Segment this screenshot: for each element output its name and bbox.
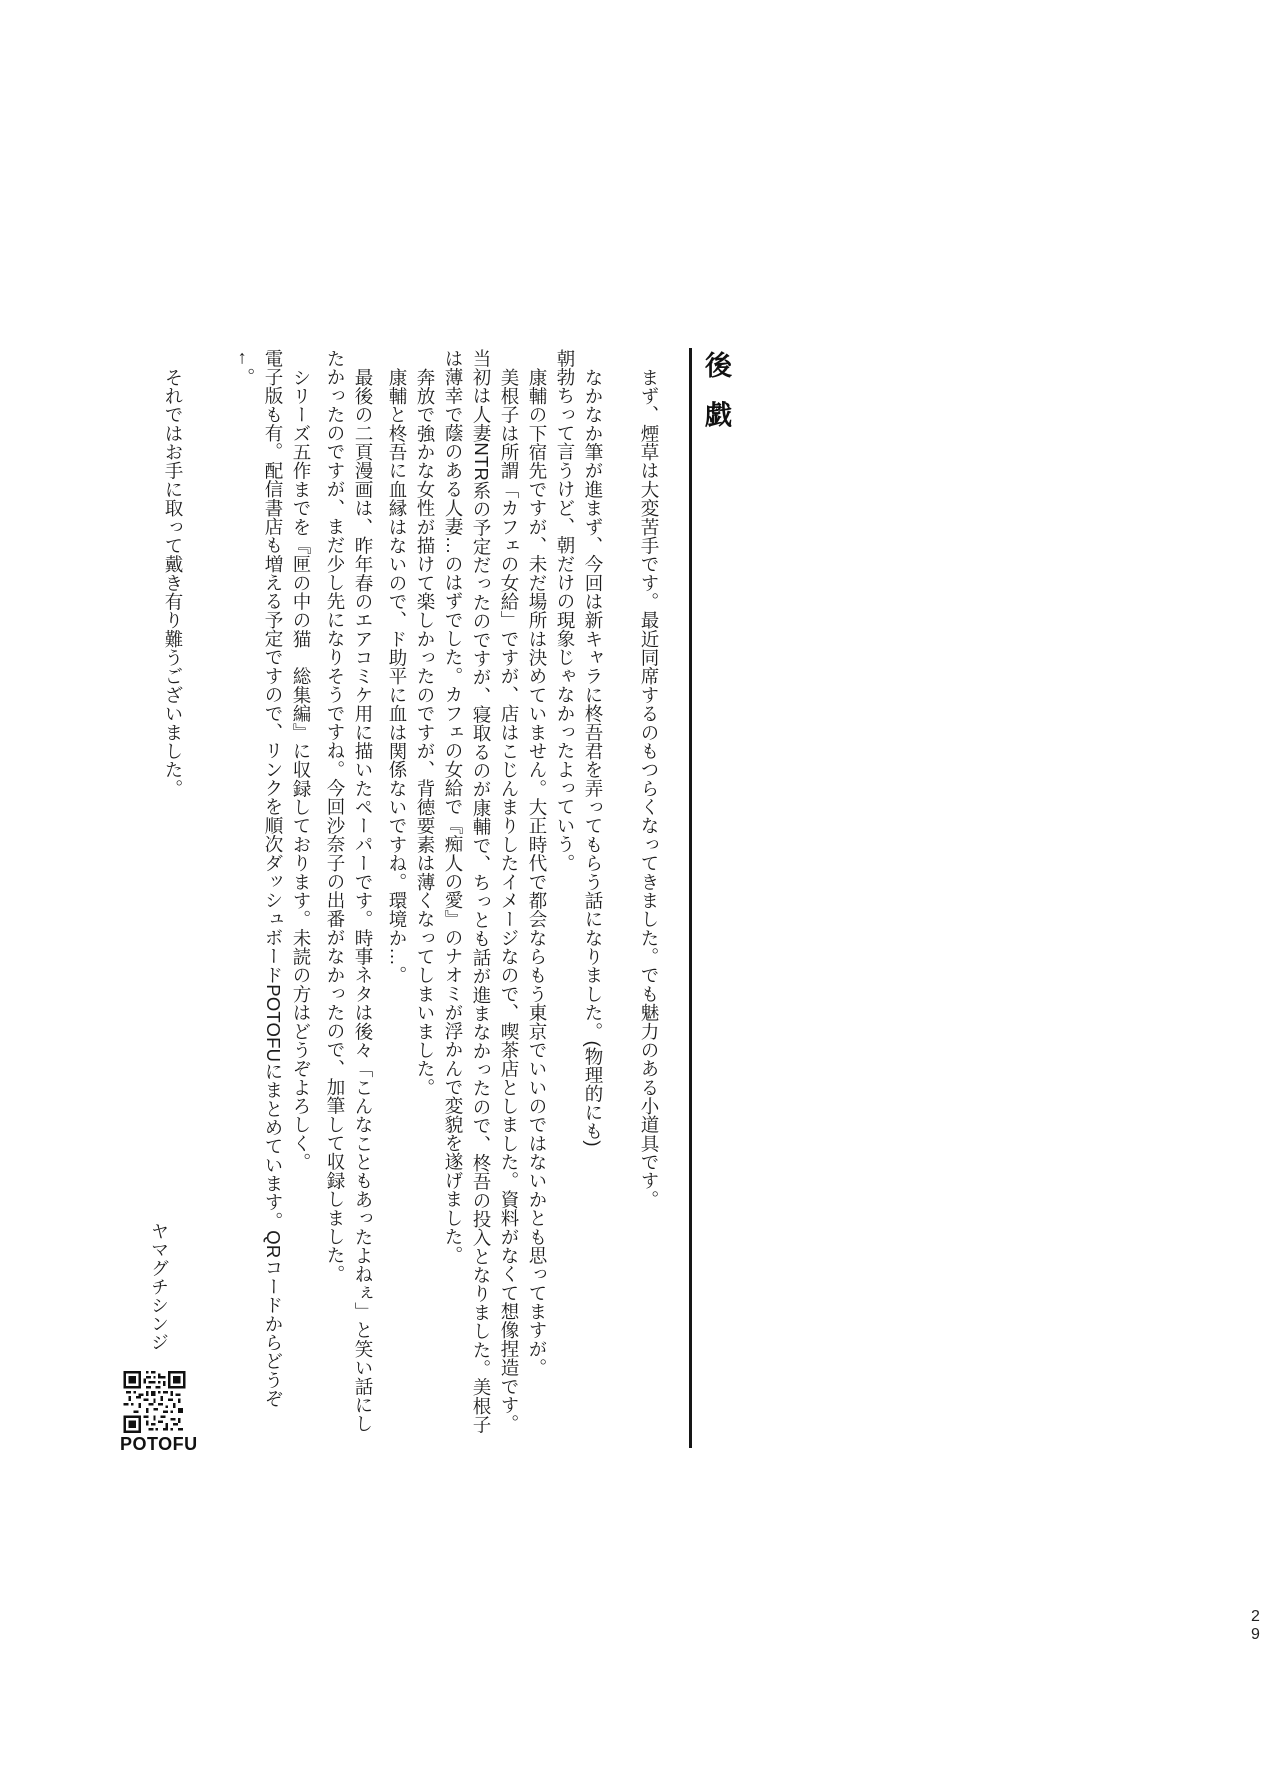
page-title: 後戯: [701, 351, 731, 451]
afterword-paragraph: 朝勃ちって言うけど、朝だけの現象じゃなかったよっていう。: [555, 349, 576, 873]
afterword-paragraph: 電子版も有。配信書店も増える予定ですので、リンクを順次ダッシュボードPOTOFUにまとめています。QRコードからどうぞ←。: [235, 349, 284, 1408]
page-number: 29: [1247, 1608, 1264, 1644]
title-divider-line: [689, 348, 692, 1448]
afterword-paragraph: それではお手に取って戴き有り難うございました。: [163, 367, 184, 798]
afterword-paragraph: 康輔の下宿先ですが、未だ場所は決めていません。大正時代で都会ならもう東京でいいのではないかとも思ってますが。: [527, 367, 548, 1377]
afterword-body: [123, 349, 663, 1445]
afterword-paragraph: まず、煙草は大変苦手です。最近同席するのもつらくなってきました。でも魅力のある小道具です。: [639, 367, 660, 1209]
afterword-paragraph: 康輔と柊吾に血縁はないので、ド助平に血は関係ないですね。環境か…。: [387, 367, 408, 985]
qr-label: POTOFU: [120, 1434, 198, 1454]
afterword-paragraph: 奔放で強かな女性が描けて楽しかったのですが、背徳要素は薄くなってしまいました。: [415, 367, 436, 1097]
afterword-paragraph: シリーズ五作までを『匣の中の猫 総集編』に収録しております。未読の方はどうぞよろしく。: [291, 367, 312, 1171]
author-signature: ヤマグチシンジ: [149, 1222, 169, 1352]
afterword-paragraph: 最後の二頁漫画は、昨年春のエアコミケ用に描いたペーパーです。時事ネタは後々「こんなこともあったよねぇ」と笑い話にしたかったのですが、まだ少し先になりそうですね。今回沙奈子の出番がなかったので、加筆して収録しました。: [325, 349, 374, 1433]
afterword-paragraph: なかなか筆が進まず、今回は新キャラに柊吾君を弄ってもらう話になりました。(物理的にも): [583, 367, 604, 1147]
afterword-paragraph: 当初は人妻NTR系の予定だったのですが、寝取るのが康輔で、ちっとも話が進まなかったので、柊吾の投入となりました。美根子は薄幸で蔭のある人妻…のはずでした。カフェの女給で『痴人の愛』のナオミが浮かんで変貌を遂げました。: [443, 349, 492, 1434]
afterword-paragraph: 美根子は所謂「カフェの女給」ですが、店はこじんまりしたイメージなので、喫茶店としました。資料がなくて想像捏造です。: [499, 367, 520, 1433]
qr-code-icon: [122, 1371, 187, 1433]
